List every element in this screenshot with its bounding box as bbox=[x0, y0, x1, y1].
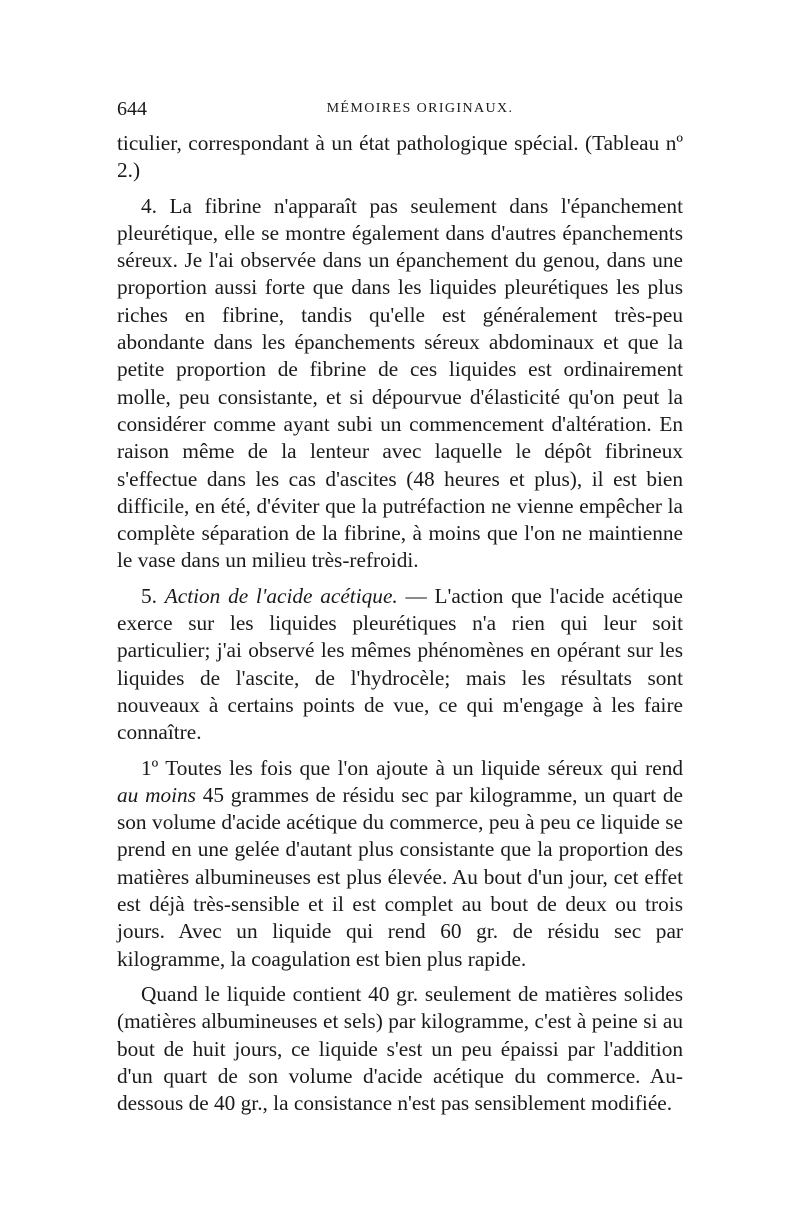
paragraph-text: — L'action que l'acide acétique exerce sur les liquides pleurétiques n'a rien qui leur soit particulier; j'ai observé les mêmes phénomènes en opérant sur les liquides de l'ascite, de l'hydrocèle; mais les résultats sont nouveaux à certains points de vue, ce qui m'engage à les faire connaître. bbox=[117, 583, 683, 745]
page-number: 644 bbox=[117, 98, 147, 120]
paragraph-text: 45 grammes de résidu sec par kilogramme, un quart de son volume d'acide acétique du commerce, peu à peu ce liquide se prend en une gelée d'autant plus consistante que la proportion des matières albumineuses est plus élevée. Au bout d'un jour, cet effet est déjà très-sensible et il est complet au bout de deux ou trois jours. Avec un liquide qui rend 60 gr. de résidu sec par kilogramme, la coagulation est bien plus rapide. bbox=[117, 782, 683, 971]
page-header bbox=[117, 98, 683, 124]
paragraph-point-one bbox=[117, 755, 683, 973]
section-title: Action de l'acide acétique. bbox=[164, 583, 398, 608]
paragraph-lead: 1º Toutes les fois que l'on ajoute à un liquide séreux qui rend bbox=[141, 755, 683, 780]
emphasis-text: au moins bbox=[117, 782, 196, 807]
body-text bbox=[117, 130, 683, 1117]
paragraph-quarante-grammes: Quand le liquide contient 40 gr. seulement de matières solides (matières albumineuses et sels) par kilogramme, c'est à peine si au bout de huit jours, ce liquide s'est un peu épaissi par l'addition d'un quart de son volume d'acide acétique du commerce. Au-dessous de 40 gr., la consistance n'est pas sensiblement modifiée. bbox=[117, 981, 683, 1116]
section-number: 5. bbox=[141, 583, 157, 608]
paragraph-continuation: ticulier, correspondant à un état pathologique spécial. (Tableau nº 2.) bbox=[117, 131, 683, 183]
paragraph-fibrine: 4. La fibrine n'apparaît pas seulement dans l'épanchement pleurétique, elle se montre également dans d'autres épanchements séreux. Je l'ai observée dans un épanchement du genou, dans une proportion aussi forte que dans les liquides pleurétiques les plus riches en fibrine, tandis qu'elle est généralement très-peu abondante dans les épanchements séreux abdominaux et que la petite proportion de fibrine de ces liquides est ordinairement molle, peu consistante, et si dépourvue d'élasticité qu'on peut la considérer comme ayant subi un commencement d'altération. En raison même de la lenteur avec laquelle le dépôt fibrineux s'effectue dans les cas d'ascites (48 heures et plus), il est bien difficile, en été, d'éviter que la putréfaction ne vienne empêcher la complète séparation de la fibrine, à moins que l'on ne maintienne le vase dans un milieu très-refroidi. bbox=[117, 193, 683, 573]
running-title: MÉMOIRES ORIGINAUX. bbox=[326, 101, 514, 116]
paragraph-acide-acetique bbox=[117, 583, 683, 747]
